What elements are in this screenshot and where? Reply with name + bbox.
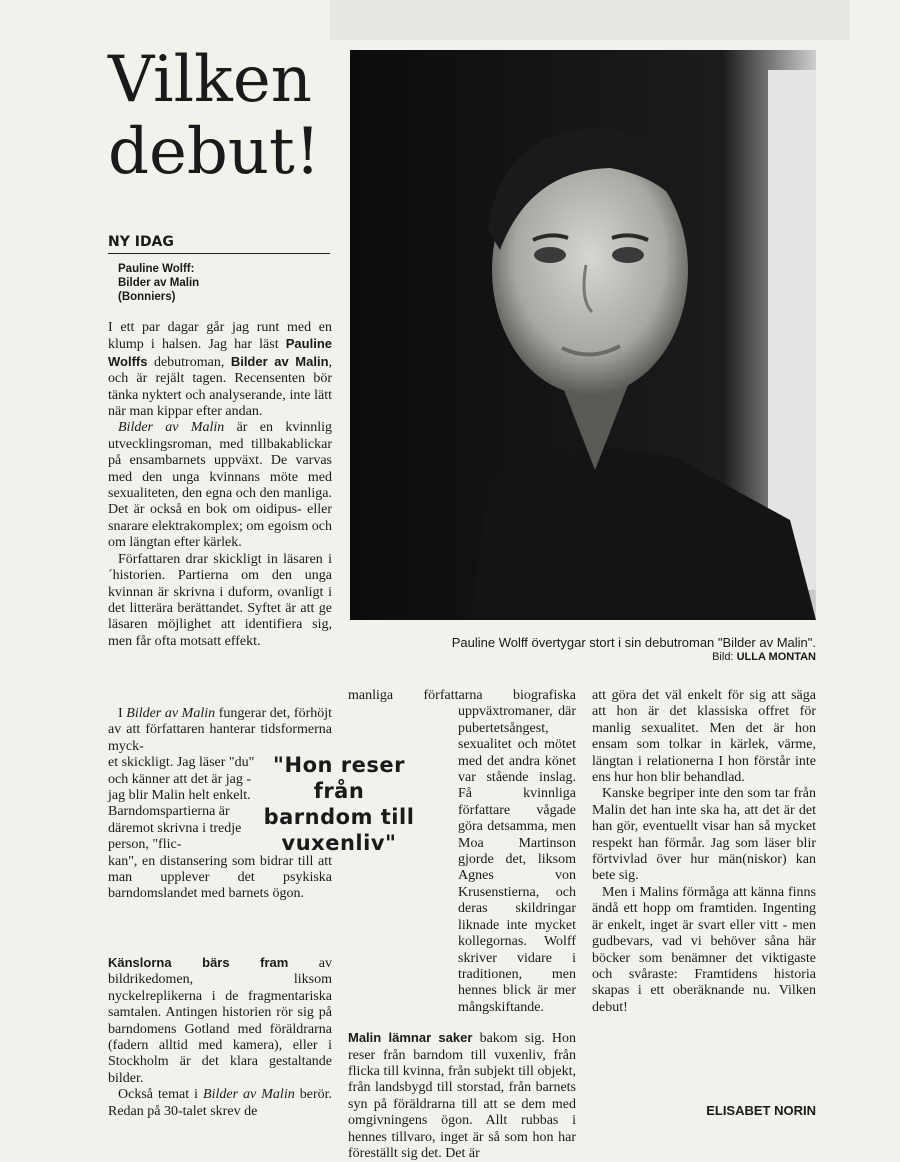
photo-credit-label: Bild: [712,651,734,663]
book-title: Bilder av Malin [118,277,200,289]
paragraph-8 [348,1030,576,1162]
paragraph-6 [108,1087,332,1120]
headline-line-2: debut! [108,115,321,189]
book-info [118,262,318,304]
book-author: Pauline Wolff: [118,263,195,275]
text-run: är en kvinnlig utvecklingsroman, med tillbakablickar på ensambarnets uppväxt. De varvas med den unga kvinnans möte med sexualiteten, den egna och den manliga. Det är också en bok om oidipus- eller snarare elektrakomplex; om egoism och om längtan efter kärlek. [108,420,332,551]
author-photo [350,50,816,620]
author-name-bold: Pauline Wolffs [108,336,332,369]
book-title-bold: Bilder av Malin [230,353,329,369]
paragraph-4-wrap: et skickligt. Jag läser "du" och känner att det är jag - jag blir Malin helt enkelt. Barndomspartierna är däremot skrivna i tredje person, "flic- [108,755,255,853]
pull-quote-line-2: från [313,779,365,803]
photo-credit-name: ULLA MONTAN [736,651,816,663]
scan-shadow [330,0,850,40]
book-title-italic: Bilder av Malin [118,420,225,436]
portrait-illustration [350,50,816,620]
text-run: fungerar det, förhöjt av att författaren hanterar tidsformerna myck- [108,706,333,754]
book-title-italic: Bilder av Malin [203,1087,295,1103]
paragraph-4-end: kan", en distansering som bidrar till att man upplever det psykiska barndomslandet med barnets ögon. [108,853,332,902]
text-run: I [118,706,127,721]
text-run: I ett par dagar går jag runt med en klump i halsen. Jag har läst [108,320,332,353]
text-run: Också temat i [118,1087,204,1103]
pull-quote-line-1: "Hon reser [273,753,405,777]
paragraph-4 [108,706,332,755]
text-run: bakom sig. Hon reser från barndom till vuxenliv, från flicka till kvinna, från subjekt till objekt, från landsbygd till storstad, från barnets syn på föräldrarna till att se dem med omgivningens ögon. Allt rubbas i hennes tillvaro, inget är så som hon har föreställt sig det. Det är [348,1031,576,1161]
article-column-3 [592,688,816,1016]
text-run: , och är rejält tagen. Recensenten bör tänka nyktert och analyserande, inte lätt när man kippar efter andan. [108,354,333,420]
pull-quote-line-3: barndom till [263,805,415,829]
pull-quote-line-4: vuxenliv" [281,831,397,855]
book-title-italic: Bilder av Malin [126,706,216,721]
headline [108,44,348,188]
paragraph-3: Författaren drar skickligt in läsaren i´historien. Partierna om den unga kvinnan är skrivna i duform, ovanligt i det litterära berättandet. Syftet är att ge läsaren möjlighet att identifiera sig, men får ofta motsatt effekt. [108,551,332,649]
text-run: berör. Redan på 30-talet skrev de [108,1087,332,1119]
photo-caption: Pauline Wolff övertygar stort i sin debutroman "Bilder av Malin". [451,635,816,650]
paragraph-11: Men i Malins förmåga att känna finns ändå ett hopp om framtiden. Ingenting är enkelt, inget är svart eller vitt - men gudbevars, vad vi behöver såna här böcker som benämner det viktigaste och svåraste: Framtidens historia skapas i ett oberäknande nu. Vilken debut! [592,884,816,1015]
headline-line-1: Vilken [108,43,312,117]
text-run: av bildrikedomen, liksom nyckelreplikerna i de fragmentariska samtalen. Antingen historien rör sig på barndomens Gotland med föräldrarna (fadern alltid med kamera), eller i Stockholm är det klara gestaltande bilder. [108,956,333,1086]
paragraph-10: Kanske begriper inte den som tar från Malin det han inte ska ha, att det är det han gör, eventuellt visar han så mycket respekt han förmår. Jag som läser blir förtvivlad över hur män(niskor) kan bete sig. [592,786,816,884]
book-publisher: (Bonniers) [118,291,176,303]
paragraph-2 [108,420,332,551]
paragraph-9: att göra det väl enkelt för sig att säga att hon är det klassiska offret för manlig sexualitet. Men det är hon ensam som tolkar in kärlek, värme, längtan i relationerna I hon förstår inte ens hur hon blir behandlad. [592,688,816,786]
paragraph-5 [108,955,332,1087]
article-column-2 [348,688,576,1162]
section-label: NY IDAG [108,234,330,254]
byline: ELISABET NORIN [706,1103,816,1118]
subhead-bold: Malin lämnar saker [348,1030,473,1046]
photo-credit [350,651,816,663]
subhead-bold: Känslorna bärs fram [108,955,289,970]
article-column-1 [108,320,332,650]
text-run: debutroman, [147,354,231,370]
article-column-1-lower [108,955,332,1120]
paragraph-intro [108,320,332,420]
paragraph-7: manliga författarna biografiska uppväxtromaner, där pubertetsångest, sexualitet och mötet med det andra könet var stående inslag. Få kvinnliga författare vågade göra detsamma, men Moa Martinson gjorde det, liksom Agnes von Krusenstierna, och deras skildringar liknade inte mycket kollegornas. Wolff skriver vidare i traditionen, men hennes blick är mer mångskiftande. [348,688,576,1015]
